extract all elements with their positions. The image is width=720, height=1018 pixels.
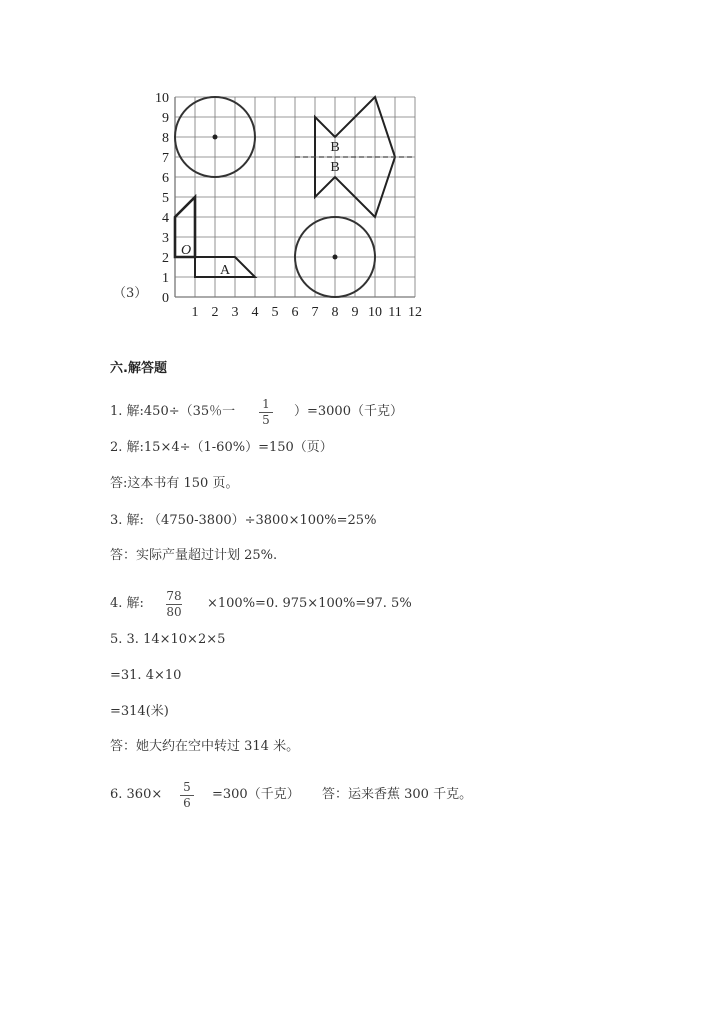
x-tick-label: 11 (388, 305, 402, 320)
section-title: 六.解答题 (110, 361, 167, 376)
answer-2-conclusion: 答:这本书有 150 页。 (110, 476, 239, 491)
x-tick-label: 5 (271, 305, 279, 320)
y-tick-label: 5 (162, 191, 169, 206)
x-tick-label: 6 (291, 305, 299, 320)
x-tick-label: 10 (368, 305, 382, 320)
answer-5-line-3: =314(米) (110, 704, 169, 719)
x-tick-label: 7 (311, 305, 319, 320)
figure-label: （3） (113, 286, 148, 301)
y-tick-label: 2 (162, 251, 169, 266)
y-tick-label: 9 (162, 111, 169, 126)
fraction-denominator: 6 (183, 796, 191, 810)
y-tick-label: 0 (162, 291, 169, 306)
shape-o-label: O (180, 243, 192, 258)
center-dot (213, 135, 218, 140)
y-tick-label: 1 (162, 271, 169, 286)
answer-1-suffix: ）=3000（千克） (294, 404, 403, 419)
fraction-numerator: 78 (166, 589, 182, 603)
answer-2: 2. 解:15×4÷（1-60%）=150（页） (110, 440, 333, 455)
grid-lines (175, 97, 415, 297)
x-tick-label: 4 (251, 305, 259, 320)
x-tick-label: 2 (211, 305, 219, 320)
answer-1-fraction (259, 398, 273, 427)
answer-1-prefix: 1. 解:450÷（35％一 (110, 404, 236, 419)
y-tick-label: 4 (162, 211, 169, 226)
x-tick-label: 9 (351, 305, 359, 320)
fraction-denominator: 5 (262, 413, 270, 427)
y-tick-label: 7 (162, 151, 169, 166)
shape-b-label-top: B (330, 140, 340, 155)
shape-b-label-bottom: B (330, 160, 340, 175)
answer-5-conclusion: 答：她大约在空中转过 314 米。 (110, 739, 300, 754)
shape-a-label: A (219, 263, 231, 278)
x-tick-label: 8 (331, 305, 339, 320)
answer-4-suffix: ×100%=0. 975×100%=97. 5% (207, 596, 412, 611)
answer-3-conclusion: 答：实际产量超过计划 25%. (110, 548, 278, 563)
answer-1 (110, 404, 235, 420)
answer-6-prefix: 6. 360× (110, 787, 163, 802)
y-tick-label: 8 (162, 131, 169, 146)
answer-3: 3. 解: （4750-3800）÷3800×100%=25% (110, 513, 377, 528)
answer-5-line-2: =31. 4×10 (110, 668, 182, 683)
fraction-numerator: 5 (183, 780, 191, 794)
answer-6-fraction (180, 781, 194, 810)
answer-6-conclusion: 答：运来香蕉 300 千克。 (322, 787, 473, 802)
answer-4-fraction (166, 590, 182, 619)
coordinate-grid-figure (140, 88, 440, 323)
center-dot (333, 255, 338, 260)
answer-6-suffix: =300（千克） (212, 787, 300, 802)
x-tick-label: 3 (231, 305, 239, 320)
y-tick-label: 10 (155, 91, 169, 106)
y-tick-label: 3 (162, 231, 169, 246)
x-tick-label: 1 (191, 305, 199, 320)
answer-5-line-1: 5. 3. 14×10×2×5 (110, 632, 226, 647)
answer-4-prefix: 4. 解: (110, 596, 144, 611)
y-tick-label: 6 (162, 171, 169, 186)
fraction-denominator: 80 (166, 605, 182, 619)
x-tick-label: 12 (408, 305, 422, 320)
fraction-numerator: 1 (262, 397, 270, 411)
